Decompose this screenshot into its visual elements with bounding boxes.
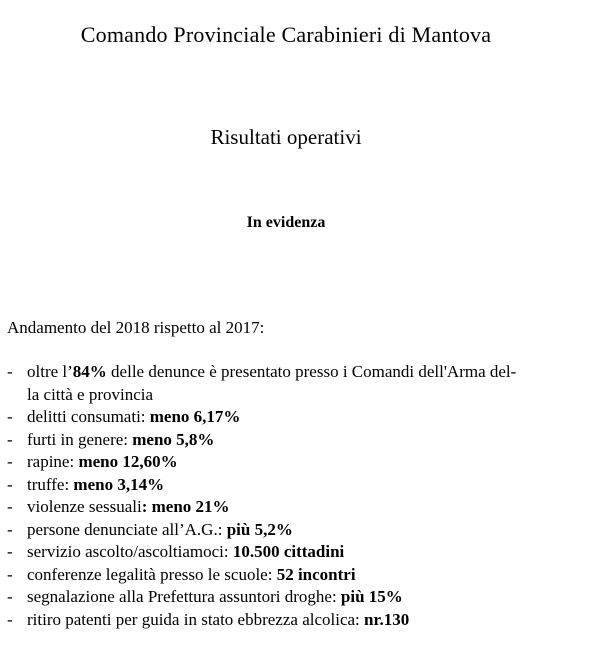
item-value-bold: meno 12,60%: [78, 452, 178, 471]
item-label-text: conferenze legalità presso le scuole:: [27, 564, 277, 584]
bullet-dash: -: [7, 609, 13, 629]
item-label-text: delle denunce è presentato presso i Comandi dell'Arma del-: [106, 362, 517, 381]
item-label-text: violenze sessuali: [27, 497, 142, 516]
bullet-dash: -: [7, 429, 13, 449]
bullet-dash: -: [7, 564, 13, 584]
item-value-bold: 52 incontri: [276, 564, 356, 584]
item-value-bold: più 5,2%: [226, 519, 293, 539]
item-value-bold: nr.130: [364, 609, 410, 629]
item-value-bold: 10.500 cittadini: [232, 542, 345, 561]
item-label-text: la città e provincia: [27, 384, 154, 404]
item-label-text: delitti consumati:: [27, 407, 150, 426]
bullet-dash: -: [7, 452, 13, 471]
list-item-conferenze-legalita: [7, 564, 567, 587]
item-label-text: furti in genere:: [27, 429, 133, 449]
list-item-rapine: [7, 451, 567, 474]
item-value-bold: 84%: [72, 362, 107, 381]
bullet-dash: -: [7, 362, 13, 381]
results-list: [7, 361, 567, 631]
list-item-persone-denunciate: [7, 519, 567, 542]
item-label-text: rapine:: [27, 452, 79, 471]
item-label-text: segnalazione alla Prefettura assuntori droghe:: [27, 587, 341, 606]
item-label-text: persone denunciate all’A.G.:: [27, 519, 227, 539]
list-item-truffe: [7, 474, 567, 497]
list-item-servizio-ascolto: [7, 541, 567, 564]
list-item-segnalazione-prefettura: [7, 586, 567, 609]
list-item-ritiro-patenti: [7, 609, 567, 632]
item-value-bold: meno 3,14%: [73, 474, 165, 494]
document-title: Comando Provinciale Carabinieri di Mantova: [80, 22, 492, 47]
item-label-text: servizio ascolto/ascoltiamoci:: [27, 542, 233, 561]
item-value-bold: meno 5,8%: [132, 429, 215, 449]
item-value-bold: meno 6,17%: [149, 407, 241, 426]
document-subtitle: Risultati operativi: [210, 125, 362, 149]
intro-paragraph: Andamento del 2018 rispetto al 2017:: [7, 318, 265, 337]
section-heading: In evidenza: [246, 214, 326, 231]
list-item-delitti-consumati: [7, 406, 567, 429]
list-item-violenze-sessuali: [7, 496, 567, 519]
item-value-bold: : meno 21%: [141, 497, 230, 516]
list-item-denunce-presso-comandi: [7, 361, 567, 406]
item-label-text: ritiro patenti per guida in stato ebbrezza alcolica:: [27, 609, 365, 629]
bullet-dash: -: [7, 542, 13, 561]
bullet-dash: -: [7, 587, 13, 606]
item-value-bold: più 15%: [340, 587, 403, 606]
list-item-furti-in-genere: [7, 429, 567, 452]
item-label-text: truffe:: [27, 474, 74, 494]
item-label-text: oltre l’: [27, 362, 73, 381]
bullet-dash: -: [7, 407, 13, 426]
bullet-dash: -: [7, 474, 13, 494]
bullet-dash: -: [7, 519, 13, 539]
bullet-dash: -: [7, 497, 13, 516]
